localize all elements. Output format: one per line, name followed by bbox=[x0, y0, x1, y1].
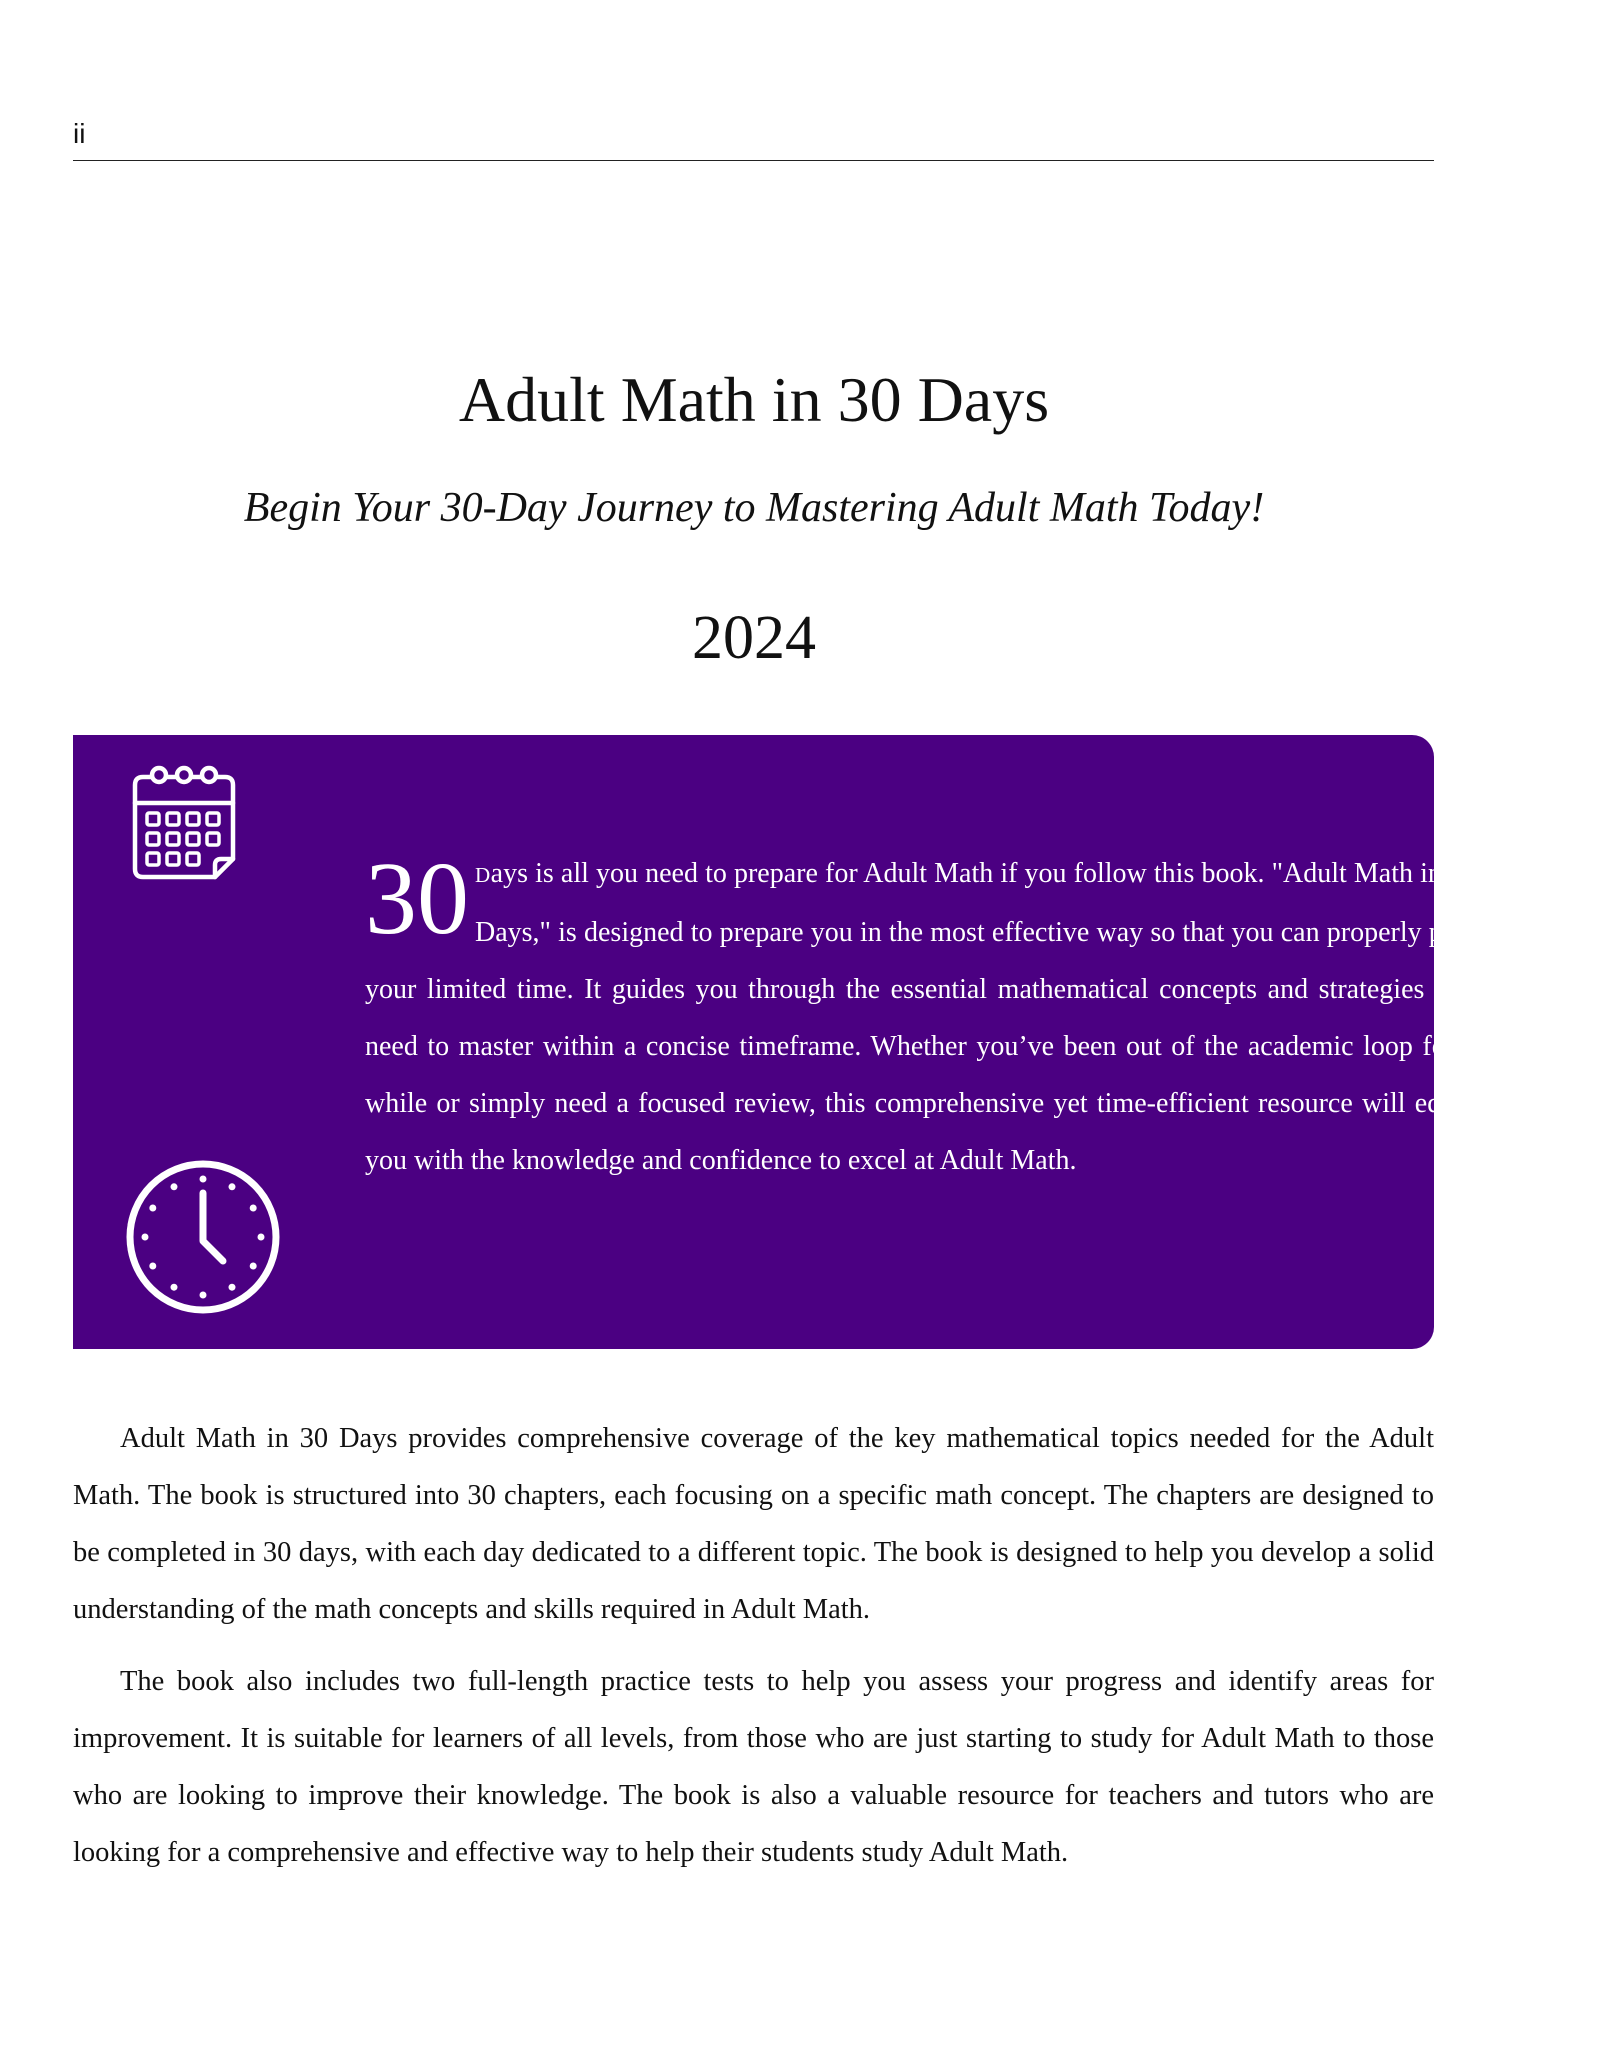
promo-text bbox=[365, 841, 1477, 1189]
clock-icon bbox=[125, 1159, 281, 1315]
book-subtitle: Begin Your 30-Day Journey to Mastering Adult Math Today! bbox=[243, 485, 1265, 531]
book-title: Adult Math in 30 Days bbox=[458, 364, 1050, 435]
body-paragraph-2: The book also includes two full-length practice tests to help you assess your progress and identify areas for improvement. It is suitable for learners of all levels, from those who are just starting to study for Adult Math to those who are looking to improve their knowledge. The book is also a valuable resource for teachers and tutors who are looking for a comprehensive and effective way to help their students study Adult Math. bbox=[73, 1666, 1434, 1868]
running-header bbox=[73, 118, 1434, 161]
promo-paragraph: ays is all you need to prepare for Adult Math if you follow this book. "Adult Math in 30 Days," is designed to prepare you in the most effective way so that you can properly plan your limited time. It guides you through the essential mathematical concepts and strategies you need to master within a concise timeframe. Whether you’ve been out of the academic loop for a while or simply need a focused review, this comprehensive yet time-efficient resource will equip you with the knowledge and confidence to excel at Adult Math. bbox=[365, 858, 1477, 1176]
publication-year: 2024 bbox=[692, 604, 816, 672]
page-number: ii bbox=[73, 118, 86, 149]
body-text bbox=[73, 1410, 1434, 1896]
promo-box bbox=[73, 735, 1477, 1349]
calendar-icon bbox=[129, 763, 239, 893]
body-paragraph-1: Adult Math in 30 Days provides comprehensive coverage of the key mathematical topics needed for the Adult Math. The book is structured into 30 chapters, each focusing on a specific math concept. The chapters are designed to be completed in 30 days, with each day dedicated to a different topic. The book is designed to help you develop a solid understanding of the math concepts and skills required in Adult Math. bbox=[73, 1423, 1434, 1625]
dropcap-letter: D bbox=[475, 863, 491, 887]
dropcap-number: 30 bbox=[365, 841, 469, 956]
